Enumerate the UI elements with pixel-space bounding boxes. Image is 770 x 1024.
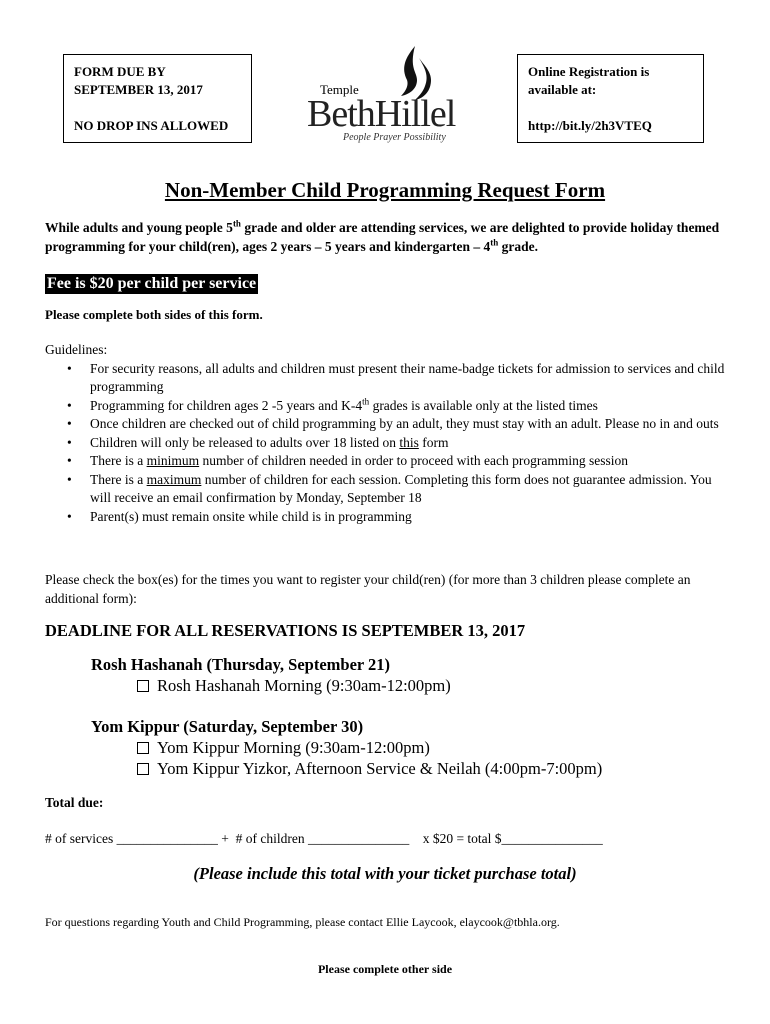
guideline-item: • Parent(s) must remain onsite while child is in programming [45,508,735,527]
intro-part3: grade. [498,239,538,254]
page-title: Non-Member Child Programming Request Form [164,178,606,202]
guideline-text: form [418,434,449,450]
guideline-text: number of children needed in order to proceed with each programming session [199,453,628,468]
check-instructions: Please check the box(es) for the times you want to register your child(ren) (for more than 3 children please complete an additional form): [45,572,691,606]
online-registration-line1: Online Registration is [528,64,650,79]
yom-morning-option[interactable] [137,738,430,758]
guideline-text: Children will only be released to adults over 18 listed on [90,434,400,450]
yom-afternoon-label: Yom Kippur Yizkor, Afternoon Service & Neilah (4:00pm-7:00pm) [157,759,603,778]
guideline-underline: minimum [146,453,200,468]
other-side-note: Please complete other side [317,962,453,976]
guideline-text: number of children for each session. Completing this form does not guarantee admission. You will receive an email confirmation by Monday, September 18 [90,471,712,505]
fee-banner: Fee is $20 per child per service [47,275,257,292]
guideline-item [45,452,735,471]
total-due-label: Total due: [45,795,104,810]
intro-sup2: th [490,237,499,248]
temple-logo [305,44,465,144]
guidelines-section [45,341,735,526]
form-due-date: SEPTEMBER 13, 2017 [74,82,203,97]
guideline-underline: this [399,434,419,450]
include-total-note: (Please include this total with your ticket purchase total) [193,864,577,883]
rosh-morning-option[interactable] [137,676,451,696]
online-registration-box [517,54,704,143]
guidelines-list [45,360,735,527]
form-due-line1: FORM DUE BY [74,64,166,79]
yom-afternoon-checkbox[interactable] [137,763,149,775]
guideline-underline: maximum [146,471,202,487]
intro-part2: grade and older are attending services, we are delighted to provide holiday themed programming for your child(ren), ages 2 years – 5 years and kindergarten – 4 [45,220,720,254]
rosh-morning-label: Rosh Hashanah Morning (9:30am-12:00pm) [157,676,451,695]
logo-tagline: People Prayer Possibility [343,132,446,143]
guideline-text: There is a [90,453,147,468]
intro-paragraph [45,218,735,256]
yom-kippur-heading: Yom Kippur (Saturday, September 30) [91,717,364,736]
guideline-sup: th [362,396,370,406]
rosh-hashanah-heading: Rosh Hashanah (Thursday, September 21) [91,655,391,674]
intro-part1: While adults and young people 5 [45,220,233,235]
contact-note: For questions regarding Youth and Child Programming, please contact Ellie Laycook, elaycook@tbhla.org. [45,915,560,929]
guideline-text: grades is available only at the listed times [369,397,598,413]
form-due-box [63,54,252,143]
registration-link[interactable]: http://bit.ly/2h3VTEQ [528,118,652,133]
yom-morning-label: Yom Kippur Morning (9:30am-12:00pm) [157,738,430,757]
intro-sup1: th [232,218,241,229]
guideline-item: • For security reasons, all adults and children must present their name-badge tickets for admission to services and child programming [45,360,735,397]
online-registration-line2: available at: [528,82,597,97]
rosh-morning-checkbox[interactable] [137,680,149,692]
logo-temple-text: Temple [320,82,359,97]
no-drop-ins: NO DROP INS ALLOWED [74,118,229,133]
guideline-text: Programming for children ages 2 -5 years and K-4 [90,397,363,413]
total-calculation-line[interactable]: # of services _______________ + # of children _______________ x $20 = total $_______________ [45,831,603,846]
logo-name: BethHillel [307,93,456,135]
guideline-item: • Once children are checked out of child programming by an adult, they must stay with an adult. Please no in and outs [45,415,735,434]
complete-both-sides: Please complete both sides of this form. [45,307,263,322]
yom-afternoon-option[interactable] [137,759,602,779]
guideline-item [45,397,735,416]
guideline-text: There is a [90,471,147,487]
guideline-item [45,471,735,508]
guideline-item [45,434,735,453]
deadline-heading: DEADLINE FOR ALL RESERVATIONS IS SEPTEMBER 13, 2017 [45,621,526,640]
guidelines-heading: Guidelines: [45,342,108,357]
yom-morning-checkbox[interactable] [137,742,149,754]
